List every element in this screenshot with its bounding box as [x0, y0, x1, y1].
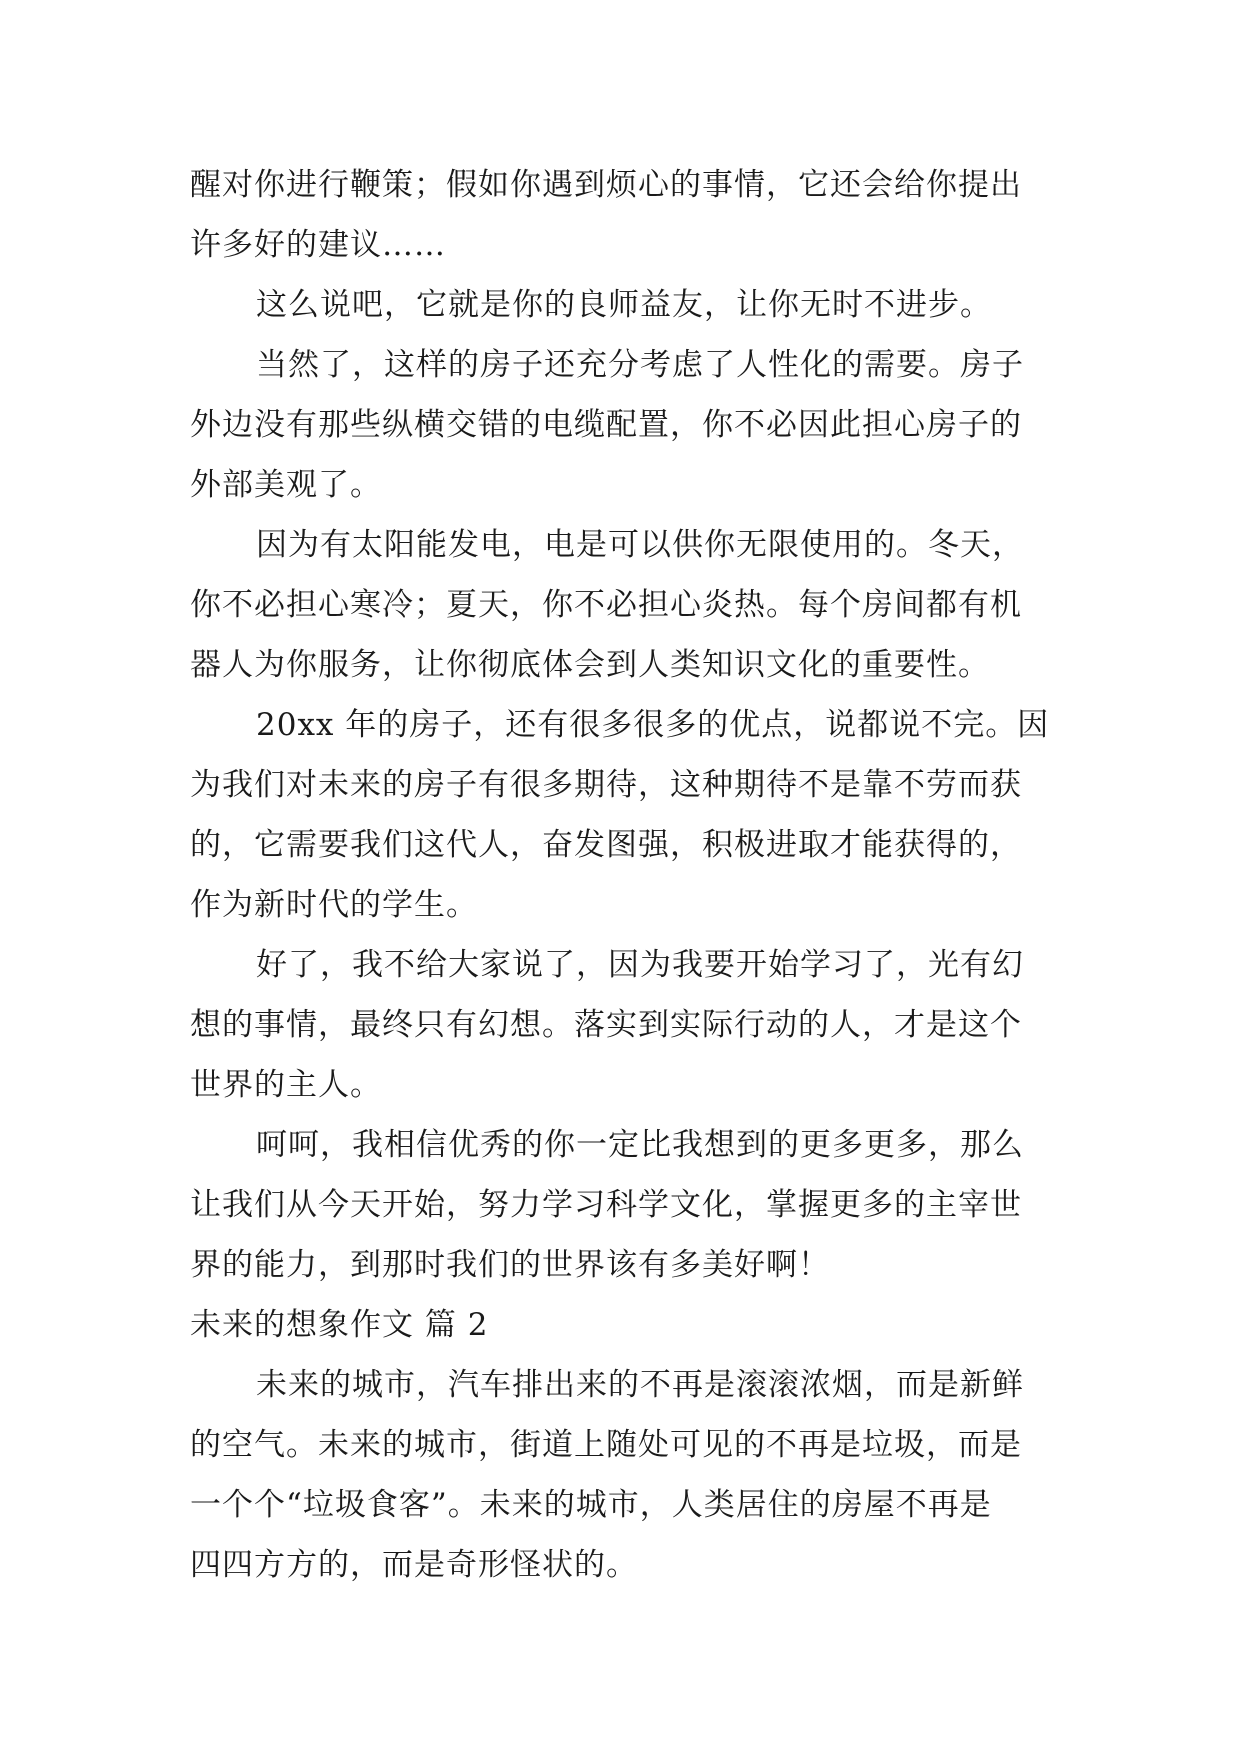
- text-line: 外边没有那些纵横交错的电缆配置，你不必因此担心房子的: [190, 407, 1022, 443]
- text-line: 为我们对未来的房子有很多期待，这种期待不是靠不劳而获: [190, 767, 1022, 803]
- paragraph: [190, 155, 1070, 275]
- text-line: 因为有太阳能发电，电是可以供你无限使用的。冬天，: [256, 527, 1024, 563]
- paragraph: [190, 695, 1070, 935]
- text-line: 四四方方的，而是奇形怪状的。: [190, 1547, 638, 1583]
- text-line: 让我们从今天开始，努力学习科学文化，掌握更多的主宰世: [190, 1187, 1022, 1223]
- text-line: 想的事情，最终只有幻想。落实到实际行动的人，才是这个: [190, 1007, 1022, 1043]
- text-line: 界的能力，到那时我们的世界该有多美好啊！: [190, 1247, 830, 1283]
- text-line: 当然了，这样的房子还充分考虑了人性化的需要。房子: [256, 347, 1024, 383]
- text-line: 许多好的建议……: [190, 227, 446, 263]
- paragraph: [190, 515, 1070, 695]
- paragraph: [190, 335, 1070, 515]
- text-line: 一个个“垃圾食客”。未来的城市，人类居住的房屋不再是: [190, 1487, 992, 1523]
- text-line: 的空气。未来的城市，街道上随处可见的不再是垃圾，而是: [190, 1427, 1022, 1463]
- text-line: 好了，我不给大家说了，因为我要开始学习了，光有幻: [256, 947, 1024, 983]
- paragraph: [190, 935, 1070, 1115]
- text-line: 作为新时代的学生。: [190, 887, 478, 923]
- text-line: 你不必担心寒冷；夏天，你不必担心炎热。每个房间都有机: [190, 587, 1022, 623]
- section-heading: 未来的想象作文 篇 2: [190, 1307, 489, 1343]
- text-line: 未来的城市，汽车排出来的不再是滚滚浓烟，而是新鲜: [256, 1367, 1024, 1403]
- paragraph: [190, 1115, 1070, 1295]
- text-line: 器人为你服务，让你彻底体会到人类知识文化的重要性。: [190, 647, 990, 683]
- text-line: 世界的主人。: [190, 1067, 382, 1103]
- text-line: 外部美观了。: [190, 467, 382, 503]
- paragraph: [190, 1355, 1070, 1595]
- text-line: 呵呵，我相信优秀的你一定比我想到的更多更多，那么: [256, 1127, 1024, 1163]
- document-body: [190, 155, 1070, 1595]
- paragraph: [190, 275, 1070, 335]
- text-line: 的，它需要我们这代人，奋发图强，积极进取才能获得的，: [190, 827, 1022, 863]
- text-line: 这么说吧，它就是你的良师益友，让你无时不进步。: [256, 287, 992, 323]
- text-line: 醒对你进行鞭策；假如你遇到烦心的事情，它还会给你提出: [190, 167, 1022, 203]
- text-line: 20xx 年的房子，还有很多很多的优点，说都说不完。因: [256, 707, 1050, 743]
